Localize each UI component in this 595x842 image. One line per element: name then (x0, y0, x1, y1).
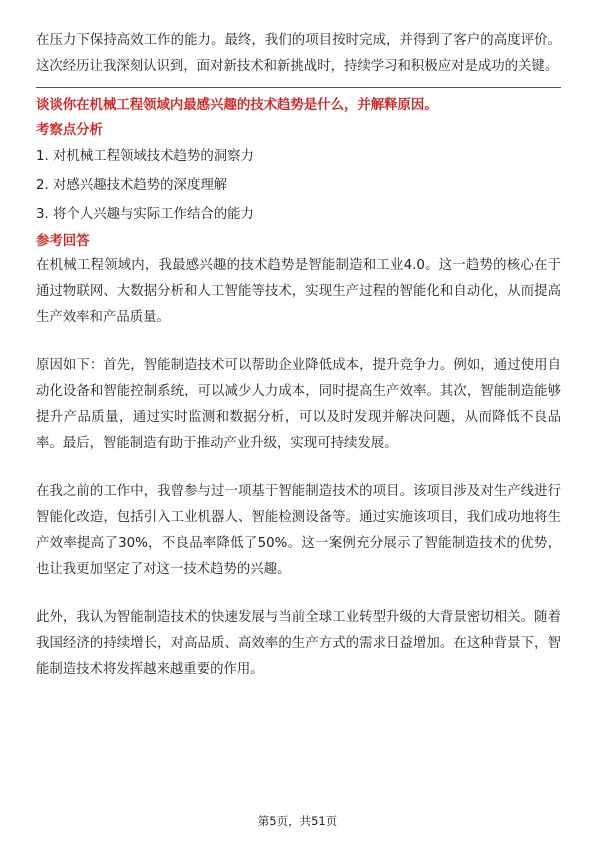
paragraph-gap (36, 331, 561, 353)
answer-paragraph: 此外，我认为智能制造技术的快速发展与当前全球工业转型升级的大背景密切相关。随着我国经济的持续增长，对高品质、高效率的生产方式的需求日益增加。在这种背景下，智能制造技术将发挥越来越重要的作用。 (36, 610, 561, 677)
analysis-item: 2. 对感兴趣技术趋势的深度理解 (36, 178, 228, 193)
section-divider (36, 87, 561, 88)
page-number-footer: 第5页，共51页 (257, 814, 338, 828)
question-heading: 谈谈你在机械工程领域内最感兴趣的技术趋势是什么，并解释原因。 (36, 98, 438, 113)
answer-paragraph: 在我之前的工作中，我曾参与过一项基于智能制造技术的项目。该项目涉及对生产线进行智能化改造，包括引入工业机器人、智能检测设备等。通过实施该项目，我们成功地将生产效率提高了30%，不良品率降低了50%。这一案例充分展示了智能制造技术的优势，也让我更加坚定了对这一技术趋势的兴趣。 (36, 484, 561, 577)
analysis-list (36, 142, 561, 229)
page-content (36, 28, 561, 683)
paragraph-gap (36, 583, 561, 605)
answer-title: 参考回答 (36, 234, 90, 249)
analysis-item: 1. 对机械工程领域技术趋势的洞察力 (36, 149, 254, 164)
answer-paragraph: 在机械工程领域内，我最感兴趣的技术趋势是智能制造和工业4.0。这一趋势的核心在于通过物联网、大数据分析和人工智能等技术，实现生产过程的智能化和自动化，从而提高生产效率和产品质量。 (36, 258, 561, 325)
answer-paragraph: 原因如下：首先，智能制造技术可以帮助企业降低成本，提升竞争力。例如，通过使用自动化设备和智能控制系统，可以减少人力成本，同时提高生产效率。其次，智能制造能够提升产品质量，通过实时监测和数据分析，可以及时发现并解决问题，从而降低不良品率。最后，智能制造有助于推动产业升级，实现可持续发展。 (36, 358, 561, 451)
analysis-title: 考察点分析 (36, 123, 103, 138)
paragraph-gap (36, 457, 561, 479)
previous-answer-paragraph: 在压力下保持高效工作的能力。最终，我们的项目按时完成，并得到了客户的高度评价。这次经历让我深刻认识到，面对新技术和新挑战时，持续学习和积极应对是成功的关键。 (36, 33, 561, 74)
analysis-item: 3. 将个人兴趣与实际工作结合的能力 (36, 207, 254, 222)
